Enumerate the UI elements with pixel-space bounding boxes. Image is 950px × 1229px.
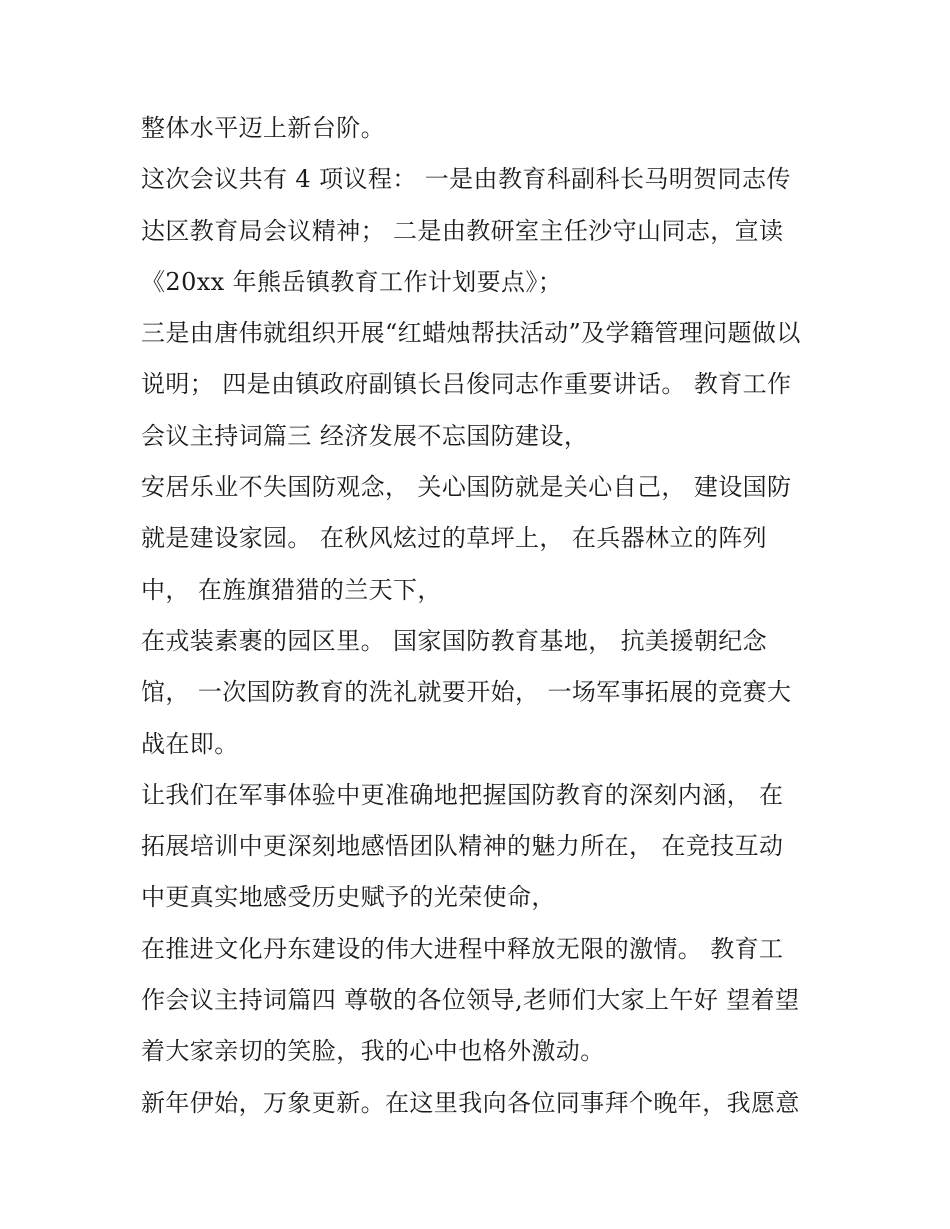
text-line: 中更真实地感受历史赋予的光荣使命， xyxy=(141,883,556,912)
text-line: 安居乐业不失国防观念， 关心国防就是关心自己， 建设国防 xyxy=(141,473,792,502)
text-line: 会议主持词篇三 经济发展不忘国防建设， xyxy=(141,421,589,450)
text-line: 说明； 四是由镇政府副镇长吕俊同志作重要讲话。 教育工作 xyxy=(141,370,792,399)
text-line: 这次会议共有 4 项议程： 一是由教育科副科长马明贺同志传 xyxy=(141,165,791,194)
text-line: 就是建设家园。 在秋风炫过的草坪上， 在兵器林立的阵列 xyxy=(141,524,768,553)
text-line: 在推进文化丹东建设的伟大进程中释放无限的激情。 教育工 xyxy=(141,934,784,963)
document-body xyxy=(141,103,841,1129)
text-line: 让我们在军事体验中更准确地把握国防教育的深刻内涵， 在 xyxy=(141,780,784,809)
text-line: 达区教育局会议精神； 二是由教研室主任沙守山同志，宣读 xyxy=(141,216,784,245)
text-line: 中， 在旌旗猎猎的兰天下， xyxy=(141,575,442,604)
text-line: 三是由唐伟就组织开展“红蜡烛帮扶活动”及学籍管理问题做以 xyxy=(141,319,801,348)
text-line: 着大家亲切的笑脸，我的心中也格外激动。 xyxy=(141,1037,605,1066)
text-line: 在戎装素裹的园区里。 国家国防教育基地， 抗美援朝纪念 xyxy=(141,626,768,655)
text-line: 拓展培训中更深刻地感悟团队精神的魅力所在， 在竞技互动 xyxy=(141,832,784,861)
text-line: 整体水平迈上新台阶。 xyxy=(141,114,385,142)
text-line: 《20xx 年熊岳镇教育工作计划要点》； xyxy=(141,267,563,296)
text-line: 新年伊始，万象更新。在这里我向各位同事拜个晚年，我愿意 xyxy=(141,1088,800,1117)
text-line: 战在即。 xyxy=(141,729,239,758)
text-line: 作会议主持词篇四 尊敬的各位领导,老师们大家上午好 望着望 xyxy=(141,986,800,1015)
text-line: 馆， 一次国防教育的洗礼就要开始， 一场军事拓展的竞赛大 xyxy=(141,678,792,707)
